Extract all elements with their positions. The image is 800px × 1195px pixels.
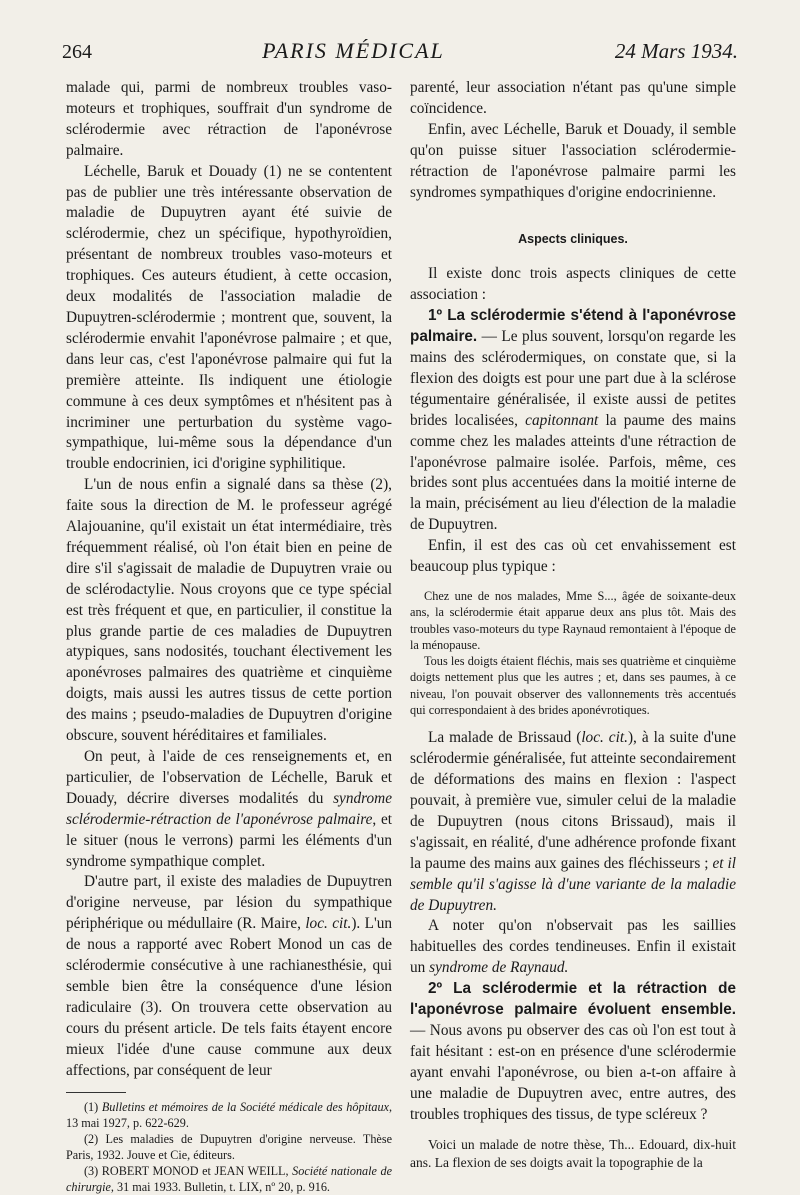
case-report (410, 588, 736, 718)
paragraph (66, 872, 392, 1081)
text-run: — Le plus souvent, lorsqu'on regarde les mains des sclérodermiques, on constate que, si la flexion des doigts est pour une part due à la sclérose tégumentaire généralisée, il existe aussi de petites brides localisées, (410, 328, 736, 429)
paragraph: Voici un malade de notre thèse, Th... Edouard, dix-huit ans. La flexion de ses doigts avait la topographie de la (410, 1136, 736, 1170)
paragraph (410, 306, 736, 536)
paragraph (410, 979, 736, 1125)
issue-date: 24 Mars 1934. (614, 39, 738, 63)
italic-term: capitonnant (525, 411, 599, 429)
paragraph (66, 747, 392, 872)
italic-term: Bulletins et mémoires de la Société médicale des hôpitaux (101, 1099, 389, 1114)
paragraph (410, 728, 736, 916)
page-number: 264 (62, 41, 92, 63)
text-run: la paume des mains comme chez les malades atteints d'une rétraction de l'aponévrose palmaire isolée. Parfois, même, ces brides sont plus accentuées dans la moitié interne de la main, précisément au lieu d'élection de la maladie de Dupuytren. (410, 411, 736, 534)
spacer (410, 718, 736, 728)
text-run: A noter qu'on n'observait pas les saillies habituelles des cordes tendineuses. Enfin il existait un (410, 917, 736, 977)
paragraph: Enfin, avec Léchelle, Baruk et Douady, il semble qu'on puisse situer l'association sclérodermie-rétraction de l'aponévrose palmaire parmi les syndromes sympathiques d'origine endocrinienne. (410, 120, 736, 201)
text-run: (3) ROBERT MONOD et JEAN WEILL, (84, 1163, 293, 1178)
section-heading: Aspects cliniques. (518, 232, 628, 247)
footnote-divider (66, 1092, 126, 1093)
italic-term: Société nationale de chirurgie (66, 1163, 392, 1194)
italic-term: loc. cit. (305, 915, 352, 933)
text-run: ), à la suite d'une sclérodermie généralisée, fut atteinte secondairement de déformations des mains en flexion : l'aspect pouvait, à première vue, simuler celui de la maladie de Dupuytren (nous citons Brissaud), mais il s'agissait, en réalité, d'une adhérence profonde fixant la paume des mains aux gaines des fléchisseurs ; (410, 729, 737, 872)
paragraph: Enfin, il est des cas où cet envahissement est beaucoup plus typique : (410, 537, 736, 576)
footnote: (2) Les maladies de Dupuytren d'origine nerveuse. Thèse Paris, 1932. Jouve et Cie, éditeurs. (66, 1131, 392, 1162)
paragraph: L'un de nous enfin a signalé dans sa thèse (2), faite sous la direction de M. le professeur agrégé Alajouanine, qu'il existait un état intermédiaire, très fréquemment réalisé, où l'on était bien en peine de dire s'il s'agissait de maladie de Dupuytren vraie ou de sclérodactylie. Nous croyons que ce type spécial est très fréquent et que, en particulier, il constitue la plus grande partie de ces maladies de Dupuytren atypiques, sans nodosités, touchant électivement les aponévroses palmaires des quatrième et cinquième doigts, mais aussi les autres tissus de cette portion des mains ; pseudo-maladies de Dupuytren d'origine obscure, souvent héréditaires et familiales. (66, 476, 392, 745)
case-paragraph: Tous les doigts étaient fléchis, mais ses quatrième et cinquième doigts nettement plus que les autres ; et, dans ses paumes, à ce niveau, l'on pouvait observer des vallonnements très accentués qui correspondaient à des brides aponévrotiques. (410, 654, 736, 718)
subsection-title: 2º La sclérodermie et la rétraction de l'aponévrose palmaire évoluent ensemble. (410, 980, 736, 1019)
italic-term: syndrome sclérodermie-rétraction de l'aponévrose palmaire (66, 789, 392, 828)
text-run: , et le situer (nous le verrons) parmi les éléments d'un syndrome sympathique complet. (66, 810, 392, 870)
footnote (66, 1163, 392, 1195)
text-run: La malade de Brissaud ( (428, 729, 582, 747)
right-column (410, 78, 736, 1172)
footnote (66, 1099, 392, 1131)
italic-term: syndrome de Raynaud. (429, 959, 569, 977)
paragraph: malade qui, parmi de nombreux troubles vaso-moteurs et trophiques, souffrait d'un syndrome de sclérodermie avec rétraction de l'aponévrose palmaire. (66, 79, 392, 159)
paragraph: parenté, leur association n'étant pas qu'une simple coïncidence. (410, 79, 736, 117)
text-run: — Nous avons pu observer des cas où l'on est tout à fait hésitant : est-on en présence d'une sclérodermie ayant envahi l'aponévrose, ou bien a-t-on affaire à une maladie de Dupuytren avec, entre autres, des troubles trophiques des tissus, de type scléreux ? (410, 1022, 736, 1123)
italic-term: et il semble qu'il s'agisse là d'une variante de la maladie de Dupuytren. (410, 854, 736, 914)
text-run: ). L'un de nous a rapporté avec Robert Monod un cas de sclérodermie consécutive à une rachianesthésie, qui semble bien être la conséquence d'une lésion radiculaire (3). On trouvera cette observation au cours du présent article. De tels faits étayent encore mieux l'idée d'une cause commune aux deux affections, par conséquent de leur (66, 915, 392, 1079)
spacer (410, 1126, 736, 1136)
paragraph: Il existe donc trois aspects cliniques de cette association : (410, 265, 736, 304)
subsection-title: 1º La sclérodermie s'étend à l'aponévrose palmaire. (410, 307, 736, 346)
text-run: , 13 mai 1927, p. 622-629. (66, 1099, 392, 1130)
italic-term: loc. cit. (581, 729, 628, 747)
paragraph: Léchelle, Baruk et Douady (1) ne se contentent pas de publier une très intéressante observation de maladie de Dupuytren ayant été suivie de sclérodermie, chez un spécifique, hypothyroïdien, présentant de nombreux troubles vaso-moteurs et trophiques. Ces auteurs étudient, à cette occasion, deux modalités de l'association maladie de Dupuytren-sclérodermie ; montrent que, souvent, la sclérodermie envahit l'aponévrose palmaire ; et que, dans leur cas, c'est l'aponévrose palmaire qui fut la première atteinte. Ils indiquent une étiologie commune à ces deux symptômes et n'hésitent pas à incriminer une perturbation du système vago-sympathique, lui-même sous la dépendance d'un trouble endocrinien, ici d'origine syphilitique. (66, 162, 392, 473)
text-run: (1) (84, 1099, 102, 1114)
case-paragraph: Chez une de nos malades, Mme S..., âgée de soixante-deux ans, la sclérodermie était apparue deux ans plus tôt. Mais des troubles vaso-moteurs du type Raynaud remontaient à l'époque de la ménopause. (410, 588, 736, 652)
left-column (66, 78, 392, 1195)
text-run: , 31 mai 1933. Bulletin, t. LIX, nº 20, p. 916. (110, 1179, 330, 1194)
running-header (62, 38, 738, 72)
journal-title: PARIS MÉDICAL (262, 38, 445, 63)
paragraph (410, 916, 736, 979)
text-run: On peut, à l'aide de ces renseignements et, en particulier, de l'observation de Léchelle, Baruk et Douady, décrire diverses modalités du (66, 748, 392, 807)
spacer (410, 578, 736, 588)
text-run: D'autre part, il existe des maladies de Dupuytren d'origine nerveuse, par lésion du sympathique périphérique ou médullaire (R. Maire, (66, 873, 392, 933)
